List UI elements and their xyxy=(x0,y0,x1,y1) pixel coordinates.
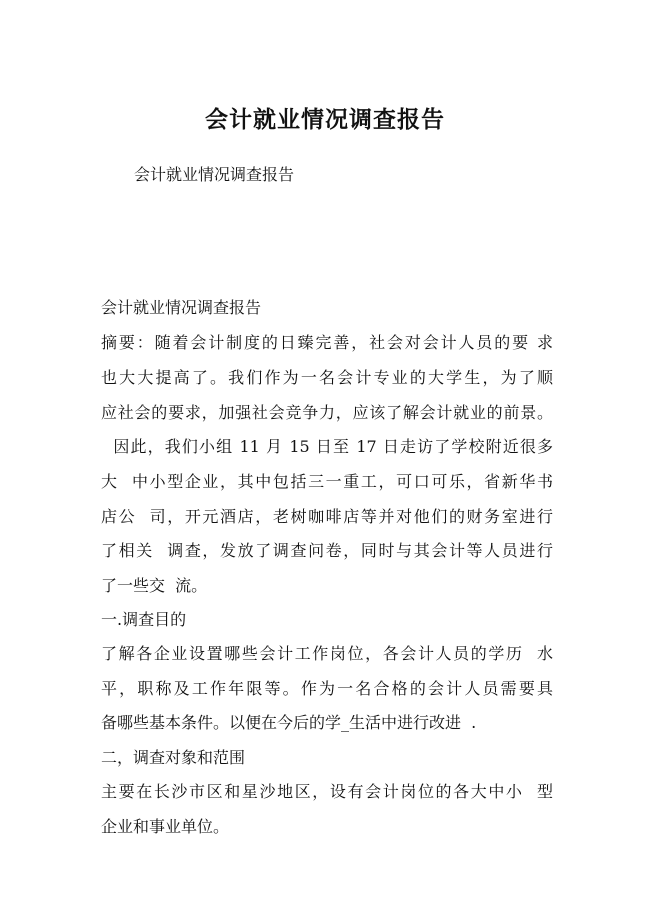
text-line: 主要在长沙市区和星沙地区，设有会计岗位的各大中小 型 xyxy=(101,782,553,801)
text-line: 备哪些基本条件。以便在今后的学_生活中进行改进 . xyxy=(101,713,477,732)
section-heading: 二，调查对象和范围 xyxy=(101,748,246,767)
document-subtitle: 会计就业情况调查报告 xyxy=(134,165,295,184)
text-line: 大 中小型企业，其中包括三一重工，可口可乐，省新华书 xyxy=(101,472,553,491)
text-line: 因此，我们小组 11 月 15 日至 17 日走访了学校附近很多 xyxy=(101,437,553,456)
text-line: 应社会的要求，加强社会竞争力，应该了解会计就业的前景。 xyxy=(101,403,553,422)
text-line: 企业和事业单位。 xyxy=(101,817,230,836)
text-line: 店公 司，开元酒店，老树咖啡店等并对他们的财务室进行 xyxy=(101,507,553,526)
text-line: 会计就业情况调查报告 xyxy=(101,298,262,317)
text-line: 了解各企业设置哪些会计工作岗位，各会计人员的学历 水 xyxy=(101,644,553,663)
text-line: 摘要：随着会计制度的日臻完善，社会对会计人员的要 求 xyxy=(101,333,553,352)
text-line: 也大大提高了。我们作为一名会计专业的大学生，为了顺 xyxy=(101,368,553,387)
section-heading: 一.调查目的 xyxy=(101,610,187,629)
document-title: 会计就业情况调查报告 xyxy=(205,107,445,133)
text-line: 了相关 调查，发放了调查问卷，同时与其会计等人员进行 xyxy=(101,541,553,560)
text-line: 了一些交 流。 xyxy=(101,576,208,595)
text-line: 平，职称及工作年限等。作为一名合格的会计人员需要具 xyxy=(101,679,553,698)
